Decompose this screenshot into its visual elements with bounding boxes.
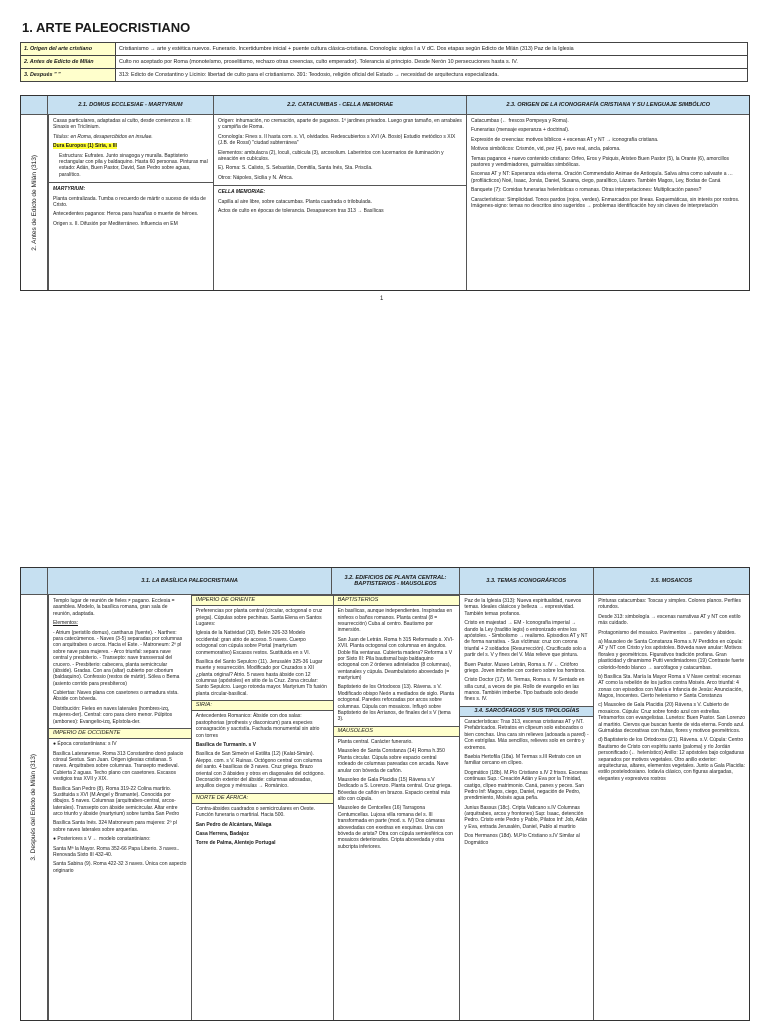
intro-row [21,43,748,56]
text-paragraph: Antecedentes Romanico: Ábside con dos salas: pastophorias (prothesis y diaconicum) para especies consagración y sacristía. Fachada monumental sin atrio con torres [195,713,320,739]
basilica-occidente-column [48,595,191,1020]
text-paragraph: Casa Herrera, Badajoz [195,831,249,838]
intro-row [21,69,748,82]
text-paragraph: Cronología: Fines s. II hasta com. s. VI, olvidados. Redescubiertos s XVI (A. Bosio) Estudio metódico s XIX (J.B. de Rossi) "ciudad subterránea" [218,133,456,147]
text-paragraph: Estructura: Eufrates. Junto sinagoga y muralla. Baptisterio rectangular con pila y baldaquino. Hasta 60 personas. Pinturas mal estado: Adán, Buen Pastor, David, San Pedro sobre aguas, paralítico. [59,152,208,178]
basilica-oriente-column [191,595,333,1020]
subheading: CELLA MEMORIAE: [218,189,266,196]
text-paragraph: Protagonismo del mosaico. Pavimentos → paredes y ábsides. [598,629,736,636]
text-paragraph: Dogmático (18b). M.Pío Cristiano s.IV 2 frisos. Escenas continuas Sup.: Creación Adán y Eva por la Trinidad, castigo, clípeo matrimonio. Caná, panes y peces. San Pedro Inf: Magos, ciego, Daniel, negación de Pedro, prendimiento, Moisés agua peña. [464,769,588,802]
header-planta-central: 3.2. EDIFICIOS DE PLANTA CENTRAL: BAPTISTERIOS - MAUSOLEOS [331,568,458,594]
side-label [21,115,48,290]
subsection-header: SIRIA: [192,700,333,711]
text-paragraph: Basílica del Santo Sepulcro (11). Jerusalén 325-36 Lugar muerte y resurrección. Modificado por Cruzados s XII ¿planta original? Atrio. 5 naves hasta ábside con 12 columnas (apóstoles) en sitio de la Cruz. Zona circular: Santo Sepulcro. Luego rotonda mayor. Martyrium Tb fusión planta circular-basilical. [195,658,327,697]
text-paragraph: Escenas AT y NT: Esperanza vida eterna. Oración Commendatio Animae de Antioquía. Salva alma como salvaste a … (profilácticos) Noé, Isaac, Jonás, Daniel, Susana, ciego, paralítico, Lázaro. También Magos, Ley, Bodas de Caná [471,171,733,184]
subsection-header: MAUSOLEOS [334,726,460,737]
text-paragraph: Actos de culto en épocas de tolerancia. Desaparecen tras 313 → Basílicas [218,207,384,214]
subsection-header: IMPERIO DE OCCIDENTE [49,728,191,739]
intro-text: 313: Edicto de Constantino y Licinio: libertad de culto para el cristianismo. 391: Teodosio, religión oficial del Estado → necesidad de arquitectura especializada. [116,69,748,82]
text-paragraph: Basílica de San Simeón el Estilita (12) (Kalat-Simán). Aleppo. com. s V. Ruinas. Octógono central con columna del santo. 4 basílicas de 3 naves. Cruz griega. Brazo oriental con 3 ábsides y otros en diagonales del octógono. Decoración exterior del ábside: columnas adosadas, arquillos ciegos y ménsulas → Románico. [195,751,325,790]
text-paragraph: Titulus: en Roma, desapercibidos en insulae. [53,133,153,140]
text-paragraph: Elementos: ambulacra (2), loculi, cubicula (3), arcosolium. Laberintos con lucernarios de iluminación y aireación en cubículos. [218,149,444,162]
text-paragraph: Baptisterio de los Ortodoxos (13). Rávena. s V. Modificado obispo Neón a mediados de siglo. Planta octogonal. Paredes reforzadas por arcos sobre columnas. Cúpula con mosaicos. Influyó sobre Baptisterio de los Arrianos, de finales del s V (tema 3). [337,684,455,723]
intro-table [20,42,748,82]
text-paragraph: Santa Mª la Mayor. Roma 352-66 Papa Liberio. 3 naves.. Renovada Sixto III 432-40. [52,845,180,859]
text-paragraph: Torre de Palma, Alentejo Portugal [195,840,276,847]
header-mosaicos: 3.5. MOSAICOS [593,568,749,594]
text-paragraph: Catacumbas (← frescos Pompeya y Roma). [471,118,569,124]
mosaicos-column [593,595,749,1020]
text-paragraph: Planta central. Carácter funerario. [337,738,413,745]
text-paragraph: Junius Bassus (18c). Cripta Vaticano s.IV Columnas (arquitrabes, arcos y frontones) Sup: Isaac, detención Pedro. Cristo ente Pedro y Pablo, Pilatos Inf: Job, Adán y Eva, entrada Jerusalén, Daniel, Pablo al martirio [464,804,588,830]
text-paragraph: Templo lugar de reunión de fieles ≠ pagano. Ecclesia = asamblea. Modelo, la basílica romana, gran sala de reunión, adaptada. [52,598,175,617]
text-paragraph: Características: Tras 313, escenas cristianas AT y NT. Prefabricados. Retratos en clípeum solo esbozados o bien conchas. Una cara sin relieves (adosada a pared) - Con estrígilas. Más sencillos, relieves solo en centro y extremos. [464,719,589,751]
text-paragraph: Funerarias (mensaje esperanza + doctrinal). [471,127,570,134]
subsection-header: BAPTISTERIOS [334,595,460,606]
text-paragraph: b) Basílica Sta. María la Mayor Roma s V Nave central: escenas AT como la rebelión de los judíos contra Moisés. Arco triunfal: 4 zonas con episodios con María e Infancia de Jesús: Anunciación, Magos, Inocentes. Cierto helenismo ≠ Santa Constanza [598,673,743,700]
text-paragraph: Antecedentes paganos: Heroa para hazañas o muerte de héroes. [53,211,199,218]
text-paragraph: Dos Hermanos (18d). M.Pío Cristiano s.IV Similar al Dogmático [464,833,580,846]
intro-text: Cristianismo → arte y estética nuevos. Funerario. Incertidumbre inicial + puente cultura clásica-cristiana. Cronología: siglos I a V dC. Dos etapas según Edicto de Milán (313) Paz de la Iglesia [116,43,748,56]
header-catacumbas: 2.2. CATACUMBAS - CELLA MEMORIAE [213,96,467,114]
text-paragraph: Origen s. II. Difusión por Mediterráneo. Influencia en EM [53,220,178,227]
text-paragraph: Paz de la Iglesia (313): Nueva espiritualidad, nuevos temas. Ideales clásicos y belleza → expresividad. También temas profanos. [464,598,582,617]
text-paragraph: Capilla al aire libre, sobre catacumbas. Planta cuadrada o trilobulada. [218,198,372,205]
header-basilica: 3.1. LA BASÍLICA PALEOCRISTIANA [47,568,331,594]
text-paragraph: Distribución: Fieles en naves laterales (hombres-izq, mujeres-der). Central: coro para clero menor. Púlpitos (ambones): Evangelio-izq, Epístola-der. [52,705,173,725]
text-paragraph: Motivos simbólicos: Crismón, vid, pez (4), pavo real, ancla, paloma. [471,146,621,153]
text-paragraph: Temas paganos + nuevo contenido cristiano: Orfeo, Eros y Psiquis, Aristeo Buen Pastor (5), la Orante (6), amorcillos pastores y vendimiadores, guirnaldas simbólicas. [471,155,730,168]
text-paragraph: - Atrium (peristilo domus), cantharus (fuente). - Narthex: para catecúmenos. - Naves (3-5) separadas por columnas con arquitrabes o arcos. Hacia el Este. - Matroneum: 2º pl sobre nave para mujeres. - Arco triunfal: separa nave central y presbiterio. - Transepto: nave transversal del crucero. - Presbiterio: cabecera, planta semicircular (ábside). Gradas. Con ara (altar) cubierto por ciborium (baldaquino). Confessio (restos de mártir). Sólea o Bema (asiento corrido para presbíteros) [52,629,183,687]
subheading: MARTYRIUM: [53,186,86,193]
text-paragraph: San Juan de Letrán. Roma h 315 Reformado s. XVI-XVII. Planta octogonal con columnas en ángulos. Doble fila ventanas. Cubierta madera? Reforma s V por Sixto III: Pila bautismal bajo baldaquino octogonal con 2 órdenes adintelados (8 columnas), ventanales y cúpula. Deambulatorio abovedado (= martyrium) [337,636,454,682]
highlight-term: Dura Europos (1) Siria, s III [53,143,117,150]
side-label-text: 3. Después del Edicto de Milán (313) [30,754,38,861]
text-paragraph: En basílicas, aunque independientes. Inspiradas en ninfeos o baños romanos. Planta central (8 = resurrección) Cuba al centro. Bautismo por inmersión. [337,608,453,634]
text-paragraph: Características: Simplicidad. Tonos pardos (rojos, verdes). Enmarcados por líneas. Esquemáticas, sin interés por rostros. Imágenes-signo: temas no descritos sino sugeridos → problemas identificación hoy sin claves de interpretación [471,196,740,209]
text-paragraph: Basílica Lateranense. Roma 313 Constantino donó palacio cónsul Sextus. San Juan. Origen iglesias cristianas. 5 naves. Arquitrabes sobre columnas. Transepto medieval. Cubierta 2 aguas. Techo plano con casetones. Escasos vestigios tras XVII y XIX. [52,750,184,783]
intro-label: 1. Origen del arte cristiano [21,43,116,56]
text-paragraph: Cristo en majestad → EM - Iconografía imperial → dando la Ley (traditio legis) o entronizado entre los apóstoles. - Simbolismo → realismo. Episodios AT y NT de forma narrativa. - Sus víctimas: cruz con corona triunfal + 2 soldados (Resurrección). Crucificado solo a partir del s. V y fines del V. Más relieve que pintura. [464,620,588,659]
page-title: 1. ARTE PALEOCRISTIANO [22,20,191,35]
text-paragraph: Preferencias por planta central (circular, octogonal o cruz griega). Cúpulas sobre pechinas. Santa Elena en Santos Lugares: [195,608,323,627]
text-paragraph: Iglesia de la Natividad (10). Belén 326-33 Modelo occidental: gran atrio de acceso. 5 naves. Cuerpo octogonal con cúpula sobre Portal (martyrium conmemorativo) Escasos restos. Sustituida en s VI. [195,630,310,656]
text-paragraph: Mausoleo de Santa Constanza (14) Roma h.350 Planta circular. Cúpula sobre espacio central rodeado de columnas pareadas con arcada. Nave anular con bóveda de cañón. [337,748,449,774]
text-paragraph: Planta centralizada. Tumba o recuerdo de mártir o suceso de vida de Cristo. [53,195,206,208]
text-paragraph: Pinturas catacumbas: Toscas y simples. Colores planos. Perfiles rotundos. [598,598,741,611]
section-body [21,115,749,290]
section-after-milan [20,567,750,1021]
text-paragraph: Buen Pastor. Museo Letrán, Roma s. IV ← Crióforo griego. Joven imberbe con cordero sobre los hombros. [464,661,586,674]
text-paragraph: c) Mausoleo de Gala Placidia (20) Rávena s V. Cubierto de mosaicos. Cúpula: Cruz sobre fondo azul con estrellas. Tetramorfos con evangelistas. Lunetos: Buen Pastor. San Lorenzo al martirio. Ciervos que buscan fuente de vida eterna. Fondo azul. Guirnaldas decorativas con frutas, flores y motivos geométricos. [598,702,745,735]
section-before-milan [20,95,750,291]
text-paragraph: Mausoleo de Gala Placidia (15) Rávena s.V Dedicado a S. Lorenzo. Planta central. Cruz griega. Bóvedas de cañón en brazos. Espacio central más alto con cúpula. [337,776,452,803]
text-paragraph: Casas particulares, adaptadas al culto, desde comienzos s. III: Sinaxis en Triclinium. [53,118,192,131]
intro-label: 3. Después " " [21,69,116,82]
text-paragraph: Expresión de creencias: motivos bíblicos + escenas AT y NT → iconografía cristiana. [471,136,659,143]
intro-label: 2. Antes de Edicto de Milán [21,56,116,69]
text-paragraph: Elementos: [52,620,78,627]
text-paragraph: Basílica de Turmanín. s V [195,741,256,748]
text-paragraph: Cubiertas: Naves plana con casetones o armadura vista. Ábside con bóveda. [52,690,179,703]
text-paragraph: Santa Sabina (9). Roma 422-32 3 naves. Única con aspecto originario [52,861,187,874]
iconografia-column [466,115,748,290]
intro-row [21,56,748,69]
text-paragraph: Baebia Hertofila (18a). M Termas s.III Retrato con un familiar cercano en clípeo. [464,753,582,767]
text-paragraph: Desde 313: simbología → escenas narrativas AT y NT con estilo más cuidado. [598,613,741,627]
section-header-row [21,568,749,595]
text-paragraph: Otros: Nápoles, Sicilia y N. África. [218,174,294,181]
section-header-row [21,96,749,115]
text-paragraph: a) Mausoleo de Santa Constanza Roma s.IV Perdidos en cúpula: AT y NT con Cristo y los apóstoles. Bóveda nave anular: Motivos florales y geométricos. Figurativos tradición profana. Gran plasticidad y dinamismo Putti vendimiadores (19) Contraste fuerte colorido-fondo blanco → sarcófagos y catacumbas. [598,638,745,671]
planta-central-column [333,595,460,1020]
text-paragraph: Mausoleo de Centcelles (16) Tarragona Centumcellas. Lujosa villa romana del s. III transformada en parte (mod. s. IV) Dos cámaras abovedadas con exedras en esquinas. Una con bóveda de arista? Otra con cúpula semiesférica con mosaicos deteriorados. Cripta abovedada y otra subcripta inferiores. [337,805,453,850]
cella-memoriae-cell [214,185,466,214]
header-iconografia: 2.3. ORIGEN DE LA ICONOGRAFÍA CRISTIANA Y SU LENGUAJE SIMBÓLICO [466,96,749,114]
text-paragraph: E). Roma: S. Calixto, S. Sebastián, Domitila, Santa Inés, Sta. Priscila. [218,165,373,172]
text-paragraph: Origen: inhumación, no cremación, aparte de paganos. 1º jardines privados. Luego gran tamaño, en arrabales y campiña de Roma. [218,118,462,131]
section-body [21,595,749,1020]
text-paragraph: San Pedro de Alcántara, Málaga [195,821,272,828]
subsection-header: IMPERIO DE ORIENTE [192,595,333,606]
text-paragraph: Contra-ábsides cuadrados o semicirculares en Oeste. Función funeraria o martirial. Hacia 500. [195,805,315,819]
catacumbas-column [213,115,466,290]
intro-text: Culto no aceptado por Roma (monoteísmo, proselitismo, rechazo otras creencias, culto emperador). Tolerancia al principio. Desde Nerón 10 persecuciones hasta s. IV. [116,56,748,69]
text-paragraph: d) Baptisterio de los Ortodoxos (21). Rávena. s.V. Cúpula: Centro Bautismo de Cristo con espíritu santo (paloma) y río Jordán personificado (← helenístico) Anillo: 12 apóstoles bajo colgaduras separados por motivos vegetales. Otro anillo exterior: arquitecturas, altares, elementos vegetales. Junto a Gala Placidia: estilo postelodosiano. Iodavía clásico, con figuras alargadas, elegantes y expresivos rostros [598,737,745,782]
text-paragraph: Cristo Doctor (17). M. Termas, Roma s. IV Sentado en silla curul, a veces de pie. Rollo de evangelio en las manos. También imberbe. Tipo barbado solo desde fines s. IV. [464,677,585,703]
text-paragraph: ● Posteriores s V ← modelo constantiniano: [52,836,151,843]
text-paragraph: Basílica San Pedro (8). Roma 319-22 Colina martirio. Sustituida s XVI (M.Angel y Bramante). Conocida por dibujos. 5 naves. Columnas (arquitrabes-central, arcos-laterales). Transepto con ábside semicircular. Altar entre arco triunfo y ábside (martyrium) sobre tumba San Pedro [52,785,180,818]
domus-column [48,115,213,290]
header-domus: 2.1. DOMUS ECCLESIAE - MARTYRIUM [47,96,213,114]
text-paragraph: Basílica Santa Inés. 324 Matroneum para mujeres: 2º pl sobre naves laterales sobre arquerías. [52,820,177,833]
page-number: 1 [380,296,384,302]
subsection-header: 3.4. SARCÓFAGOS Y SUS TIPOLOGÍAS [460,706,593,717]
temas-column [459,595,593,1020]
side-label-text: 2. Antes de Edicto de Milán (313) [30,154,38,251]
side-label [21,595,48,1020]
text-paragraph: ● Época constantiniana: s IV [52,741,117,748]
header-temas: 3.3. TEMAS ICONOGRÁFICOS [459,568,593,594]
header-spacer [21,568,47,594]
martyrium-cell [49,182,213,227]
text-paragraph: Banquete (7): Comidas funerarias helenísticas o romanas. Otras interpretaciones: Multiplicación panes? [471,187,702,194]
subsection-header: NORTE DE ÁFRICA: [192,793,333,804]
header-spacer [21,96,47,114]
